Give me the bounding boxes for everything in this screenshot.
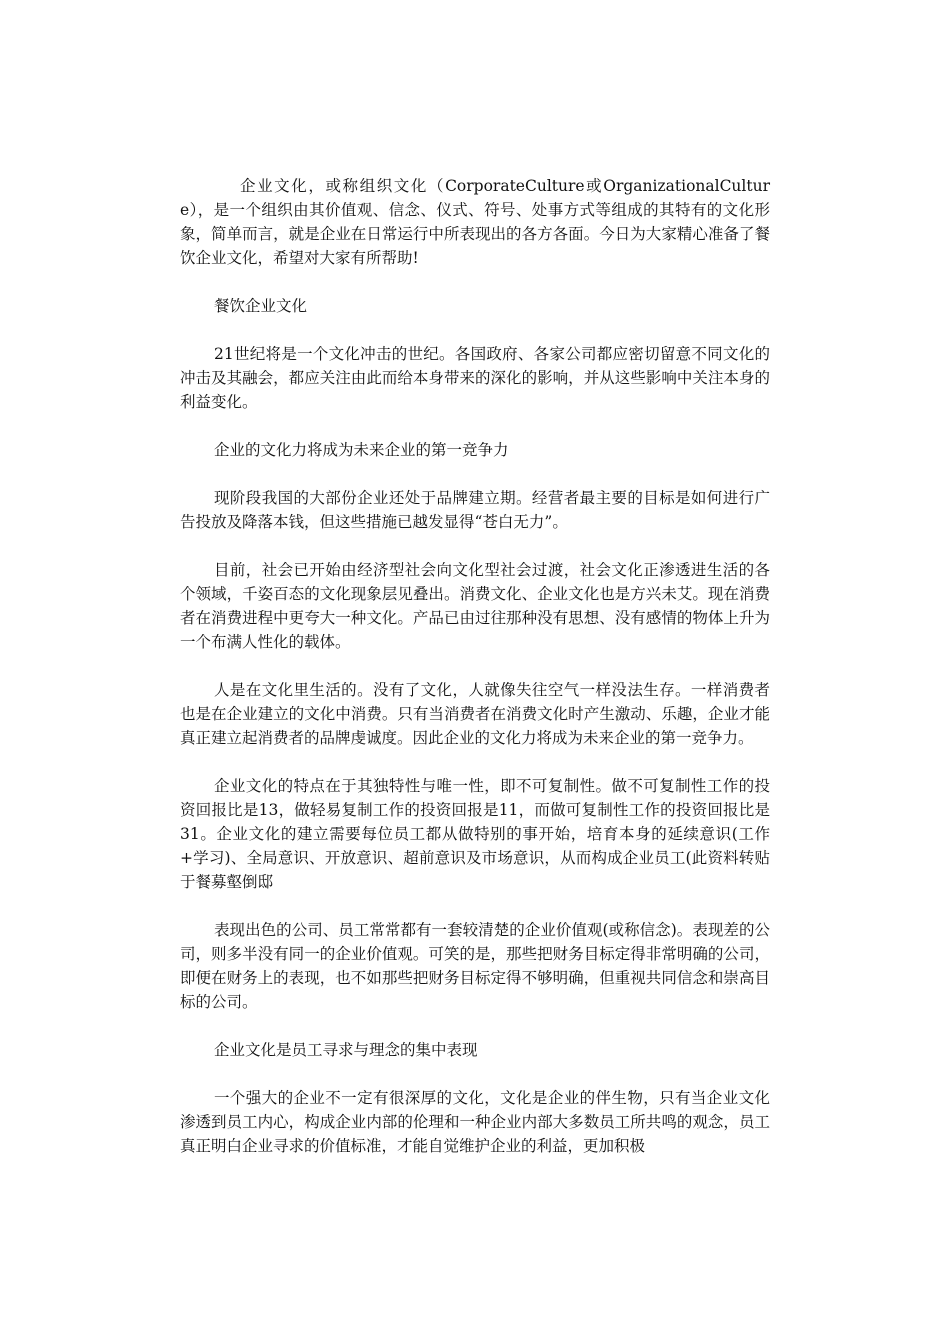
- intro-paragraph: 企业文化，或称组织文化（CorporateCulture或OrganizationalCulture），是一个组织由其价值观、信念、仪式、符号、处事方式等组成的其特有的文化形象，简单而言，就是企业在日常运行中所表现出的各方各面。今日为大家精心准备了餐饮企业文化，希望对大家有所帮助!: [180, 177, 770, 267]
- paragraph-society-transition: 目前，社会已开始由经济型社会向文化型社会过渡，社会文化正渗透进生活的各个领域，千姿百态的文化现象层见叠出。消费文化、企业文化也是方兴未艾。现在消费者在消费进程中更夸大一种文化。产品已由过往那种没有思想、没有感情的物体上升为一个布满人性化的载体。: [180, 561, 770, 651]
- paragraph-brand-stage: 现阶段我国的大部份企业还处于品牌建立期。经营者最主要的目标是如何进行广告投放及降落本钱，但这些措施已越发显得“苍白无力”。: [180, 489, 770, 531]
- paragraph-strong-enterprise: 一个强大的企业不一定有很深厚的文化，文化是企业的伴生物，只有当企业文化渗透到员工内心，构成企业内部的伦理和一种企业内部大多数员工所共鸣的观念，员工真正明白企业寻求的价值标准，才能自觉维护企业的利益，更加积极: [180, 1089, 770, 1155]
- document-title: 餐饮企业文化: [214, 297, 308, 315]
- section-heading-culture-power: 企业的文化力将成为未来企业的第一竞争力: [214, 441, 509, 459]
- section-heading-employee-values: 企业文化是员工寻求与理念的集中表现: [214, 1041, 478, 1059]
- paragraph-uniqueness: 企业文化的特点在于其独特性与唯一性，即不可复制性。做不可复制性工作的投资回报比是13，做轻易复制工作的投资回报是11，而做可复制性工作的投资回报比是31。企业文化的建立需要每位员工都从做特别的事开始，培育本身的延续意识(工作+学习)、全局意识、开放意识、超前意识及市场意识，从而构成企业员工(此资料转贴于餐募壑倒邸: [180, 777, 770, 891]
- paragraph-21st-century: 21世纪将是一个文化冲击的世纪。各国政府、各家公司都应密切留意不同文化的冲击及其融会，都应关注由此而给本身带来的深化的影响，并从这些影响中关注本身的利益变化。: [180, 345, 770, 411]
- paragraph-living-in-culture: 人是在文化里生活的。没有了文化，人就像失往空气一样没法生存。一样消费者也是在企业建立的文化中消费。只有当消费者在消费文化时产生激动、乐趣，企业才能真正建立起消费者的品牌虔诚度。因此企业的文化力将成为未来企业的第一竞争力。: [180, 681, 770, 747]
- paragraph-values: 表现出色的公司、员工常常都有一套较清楚的企业价值观(或称信念)。表现差的公司，则多半没有同一的企业价值观。可笑的是，那些把财务目标定得非常明确的公司，即便在财务上的表现，也不如那些把财务目标定得不够明确，但重视共同信念和崇高目标的公司。: [180, 921, 770, 1011]
- document-body: [180, 174, 770, 1182]
